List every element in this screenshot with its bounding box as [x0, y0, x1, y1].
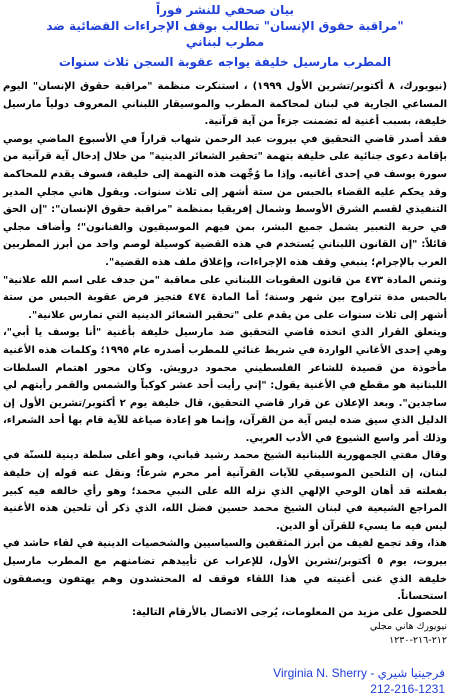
headline: "مراقبة حقوق الإنسان" تطالب بوقف الإجراءات القضائية ضد [46, 19, 404, 33]
subheadline: المطرب مارسيل خليفة يواجه عقوبة السجن ثلاث سنوات [58, 55, 392, 69]
contact-phone: ٢١٢-٢١٦-١٢٣٠ [389, 634, 447, 646]
press-release-body [3, 78, 447, 606]
paragraph-solidarity: هذا، وقد تجمع لفيف من أبرز المثقفين والسياسيين والشخصيات الدينية في لقاء حاشد في بيروت، يوم ٥ أكتوبر/تشرين الأول، للإعراب عن تأييدهم تضامنهم مع المطرب مارسيل خليفة الذي غنى أغنيته في هذا اللقاء فوقف له المحتشدون وهم يهتفون ويصفقون استحساناً. [3, 538, 447, 603]
footer-name-line [5, 665, 445, 681]
paragraph-song: ويتعلق القرار الذي اتخذه قاضي التحقيق ضد مارسيل خليفة بأغنية "أنا يوسف يا أبي"، وهي إحدى الأغاني الواردة في شريط غنائي للمطرب أصدره عام ١٩٩٥؛ وكلمات هذه الأغنية مأخوذة من قصيدة للشاعر الفلسطيني محمود درويش. وكان محور اهتمام السلطات اللبنانية هو مقطع في الأغنية يقول: "إني رأيت أحد عشر كوكباً والشمس والقمر رأيتهم لي ساجدين". وبعد الإعلان عن قرار قاضي التحقيق، قال خليفة يوم ٢ أكتوبر/تشرين الأول إن الدليل الذي سيق ضده ليس آية من القرآن، وإنما هو إعادة صياغة للآية قام بها أحد الشعراء، وذلك أمر واسع الشيوع في الأدب العربي. [3, 327, 447, 444]
footer-name-ar: فرجينيا شيري [377, 666, 445, 680]
press-release-header [3, 2, 447, 70]
release-label: بيان صحفي للنشر فوراً [155, 3, 295, 17]
contact-intro: للحصول على مزيد من المعلومات، يُرجى الاتصال بالأرقام التالية: [131, 606, 447, 618]
footer-contact [5, 665, 445, 697]
paragraph-religious-authorities: وقال مفتي الجمهورية اللبنانية الشيخ محمد رشيد قباني، وهو أعلى سلطة دينية للسنّة في لبنان، إن التلحين الموسيقي للآيات القرآنية أمر محرم شرعاً؛ ونقل عنه قوله إن خليفة بفعلته قد أهان الوحي الإلهي الذي نزله الله على النبي محمد؛ وهو رأي خالفه فيه كبير المراجع الشيعية في لبنان الشيخ محمد حسين فضل الله، الذي ذكر أن تلحين هذه الأغنية ليس فيه ما يسيء للقرآن أو الدين. [3, 450, 447, 532]
paragraph-penal-code: وتنص المادة ٤٧٣ من قانون العقوبات اللبناني على معاقبة "من جدف على اسم الله علانية" بالحبس مدة تتراوح بين شهر وسنة؛ أما المادة ٤٧٤ فتجيز فرض عقوبة الحبس من ستة أشهر إلى ثلاث سنوات على من يقدم على "تحقير الشعائر الدينية التي تمارس علانية". [3, 274, 447, 321]
press-release [3, 2, 447, 648]
headline-continued: مطرب لبناني [185, 35, 265, 49]
paragraph-intro: (نيويورك، ٨ أكتوبر/تشرين الأول ١٩٩٩) ، استنكرت منظمة "مراقبة حقوق الإنسان" اليوم المساعي الجارية في لبنان لمحاكمة المطرب والموسيقار اللبناني المعروف دولياً مارسيل خليفة، بسبب أغنية له تضمنت جزءاً من آية قرآنية. [3, 81, 448, 128]
footer-separator: - [367, 666, 378, 680]
footer-phone: 212-216-1231 [370, 682, 445, 696]
contact-name: نيويورك هاني مجلي [369, 620, 447, 632]
paragraph-judge-decision: فقد أصدر قاضي التحقيق في بيروت عبد الرحمن شهاب قراراً في الأسبوع الماضي يوصي بإقامة دعوى جنائية على خليفة بتهمة "تحقير الشعائر الدينية" من خلال إدخال آية قرآنية من سورة يوسف في إحدى أغانيه. وإذا ما وُجِّهت هذه التهمة إلى خليفة، فسوف يقدم للمحاكمة وقد يحكم عليه القضاء بالحبس من ستة أشهر إلى ثلاث سنوات. ويقول هاني مجلي المدير التنفيذي لقسم الشرق الأوسط وشمال إفريقيا بمنظمة "مراقبة حقوق الإنسان": "إن الحق في حرية التعبير يشمل جميع البشر، بمن فيهم الموسيقيون والفنانون"؛ وأضاف مجلي قائلاً: "إن القانون اللبناني يُستخدم في هذه القضية كوسيلة لوصم واحد من أبرز المطربين العرب بالإجرام؛ ينبغي وقف هذه الإجراءات، وإغلاق ملف هذه القضية". [3, 133, 447, 268]
contact-info [3, 606, 447, 648]
footer-name-en: Virginia N. Sherry [273, 666, 367, 680]
